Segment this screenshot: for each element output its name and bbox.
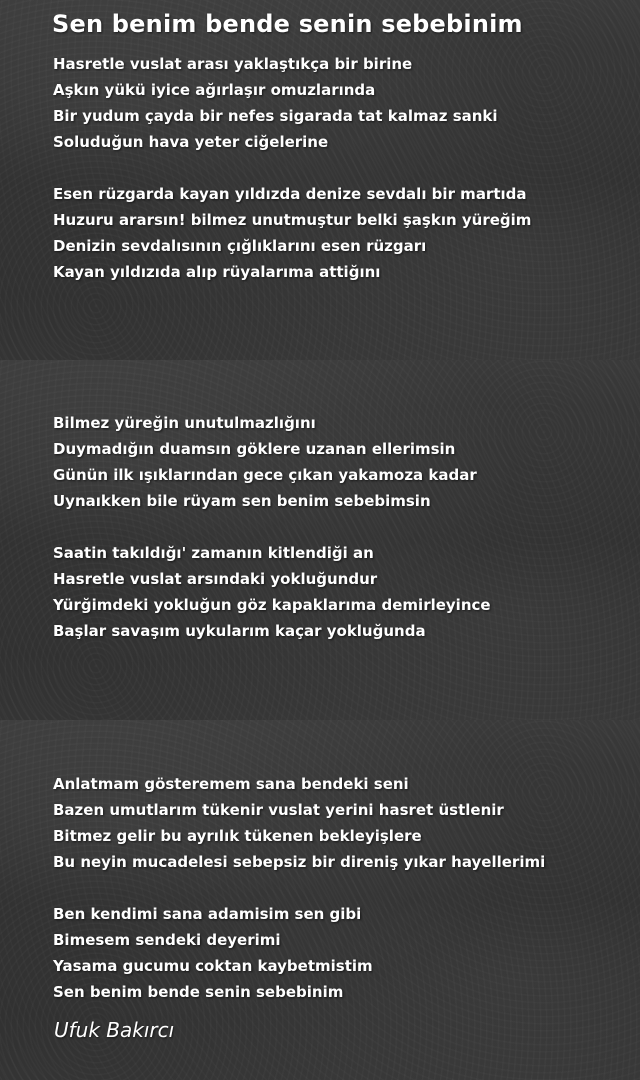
poem-line: Günün ilk ışıklarından gece çıkan yakamoza kadar bbox=[53, 466, 477, 484]
poem-line: Bazen umutlarım tükenir vuslat yerini hasret üstlenir bbox=[53, 801, 504, 819]
poem-line: Hasretle vuslat arası yaklaştıkça bir birine bbox=[53, 55, 413, 73]
poem-line: Denizin sevdalısının çığlıklarını esen rüzgarı bbox=[53, 237, 427, 255]
poem-line: Hasretle vuslat arsındaki yokluğundur bbox=[53, 570, 378, 588]
poem-line: Duymadığın duamsın göklere uzanan ellerimsin bbox=[53, 440, 456, 458]
poem-line: Başlar savaşım uykularım kaçar yokluğunda bbox=[53, 622, 426, 640]
poem-line: Ben kendimi sana adamisim sen gibi bbox=[53, 905, 362, 923]
poem-line: Yürğimdeki yokluğun göz kapaklarıma demirleyince bbox=[53, 596, 491, 614]
poem-title: Sen benim bende senin sebebinim bbox=[52, 10, 523, 38]
poem-line: Bitmez gelir bu ayrılık tükenen bekleyişlere bbox=[53, 827, 422, 845]
poem-author: Ufuk Bakırcı bbox=[54, 1018, 175, 1042]
poem-line: Huzuru ararsın! bilmez unutmuştur belki şaşkın yüreğim bbox=[53, 211, 532, 229]
poem-line: Sen benim bende senin sebebinim bbox=[53, 983, 344, 1001]
poem-line: Bimesem sendeki deyerimi bbox=[53, 931, 281, 949]
poem-line: Uynaıkken bile rüyam sen benim sebebimsin bbox=[53, 492, 431, 510]
poem-line: Anlatmam gösteremem sana bendeki seni bbox=[53, 775, 409, 793]
poem-line: Saatin takıldığı' zamanın kitlendiği an bbox=[53, 544, 374, 562]
poem-panel-1 bbox=[0, 0, 640, 360]
stanza-3 bbox=[53, 410, 477, 514]
stanza-1 bbox=[53, 51, 498, 155]
stanza-6 bbox=[53, 901, 373, 1005]
poem-line: Aşkın yükü iyice ağırlaşır omuzlarında bbox=[53, 81, 376, 99]
poem-line: Esen rüzgarda kayan yıldızda denize sevdalı bir martıda bbox=[53, 185, 527, 203]
stanza-4 bbox=[53, 540, 491, 644]
poem-line: Soluduğun hava yeter ciğelerine bbox=[53, 133, 329, 151]
poem-line: Kayan yıldızıda alıp rüyalarıma attiğını bbox=[53, 263, 381, 281]
poem-line: Yasama gucumu coktan kaybetmistim bbox=[53, 957, 373, 975]
stanza-2 bbox=[53, 181, 531, 285]
stanza-5 bbox=[53, 771, 545, 875]
poem-panel-3 bbox=[0, 720, 640, 1080]
poem-line: Bu neyin mucadelesi sebepsiz bir direniş yıkar hayellerimi bbox=[53, 853, 546, 871]
poem-line: Bilmez yüreğin unutulmazlığını bbox=[53, 414, 316, 432]
poem-panel-2 bbox=[0, 360, 640, 720]
poem-line: Bir yudum çayda bir nefes sigarada tat kalmaz sanki bbox=[53, 107, 498, 125]
